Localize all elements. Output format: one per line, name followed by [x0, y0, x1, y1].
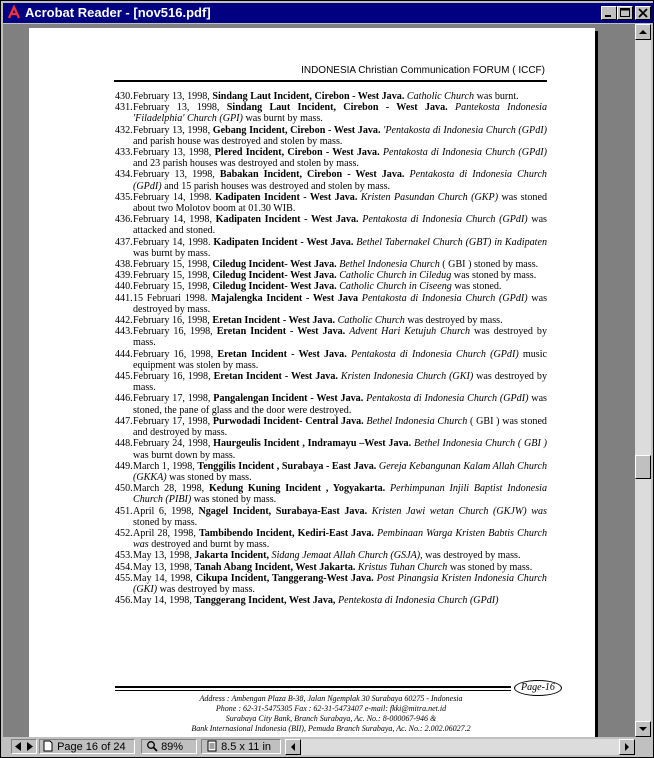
- entry-location: Kedung Kuning Incident , Yogyakarta.: [208, 483, 386, 495]
- entry-description: was destroyed by mass.: [133, 326, 548, 349]
- entry-location: Majalengka Incident - West Java: [211, 292, 359, 304]
- entry-date: February 13, 1998,: [133, 124, 213, 136]
- entry-church: Pantekosta Indonesia 'Filadelphia' Church (GPI): [133, 102, 547, 125]
- entry-church: 'Pentakosta di Indonesia Church (GPdI): [383, 124, 547, 136]
- entry-church: Kristen Indonesia Church (GKI): [340, 371, 474, 383]
- entry-date: February 15, 1998,: [133, 259, 213, 271]
- scroll-left-button[interactable]: [285, 739, 301, 755]
- entry-location: Sindang Laut Incident, Cirebon - West Java.: [226, 102, 448, 114]
- entry-number: 449.: [115, 460, 133, 472]
- entry-number: 438.: [115, 259, 133, 271]
- page-header: INDONESIA Christian Communication FORUM ( ICCF): [301, 65, 545, 76]
- entry-description: and 23 parish houses was destroyed and stolen by mass.: [133, 158, 359, 170]
- entry-church: Pentakosta di Indonesia Church (GPdI): [133, 169, 547, 192]
- page-nav-arrows[interactable]: [11, 739, 37, 754]
- status-bar: [3, 738, 653, 756]
- page-size-icon: [206, 740, 218, 752]
- incident-entry: [115, 259, 547, 270]
- close-icon: [636, 7, 650, 19]
- arrow-down-icon: [636, 722, 650, 736]
- entry-location: Tenggilis Incident , Surabaya - East Java.: [197, 460, 377, 472]
- entry-church: Kristen Pasundan Church (GKP): [360, 191, 499, 203]
- document-viewport[interactable]: [3, 24, 635, 737]
- entry-number: 447.: [115, 415, 133, 427]
- entry-church: Catholic Church: [337, 315, 405, 327]
- incident-entry: [115, 416, 547, 438]
- incident-entry: [115, 293, 547, 315]
- entry-date: May 14, 1998,: [133, 595, 195, 607]
- footer-rule: [115, 686, 511, 688]
- page-arrows-icon: [12, 740, 36, 753]
- scroll-thumb[interactable]: [635, 455, 651, 479]
- footer-bank-1: Surabaya City Bank, Branch Surabaya, Ac. No.: 8-000067-946 &: [225, 714, 437, 723]
- horizontal-scrollbar[interactable]: [285, 739, 635, 755]
- entry-description: destroyed and burnt by mass.: [148, 539, 270, 551]
- page-indicator-text: Page 16 of 24: [57, 741, 126, 753]
- entry-location: Babakan Incident, Cirebon - West Java.: [219, 169, 405, 181]
- entry-church: Sidang Jemaat Allah Church (GSJA),: [271, 550, 423, 562]
- incident-entry: [115, 281, 547, 292]
- entry-church: Catholic Church: [406, 91, 475, 102]
- vertical-scrollbar[interactable]: [635, 24, 651, 737]
- entry-church: Perhimpunan Injili Baptist Indonesia Church (PIBI): [133, 483, 548, 506]
- entry-description: was stoned by mass.: [447, 561, 533, 573]
- entry-church: Pentakosta di Indonesia Church (GPdI): [382, 147, 548, 159]
- entry-number: 440.: [115, 281, 133, 293]
- entry-date: February 16, 1998,: [133, 371, 214, 383]
- entry-location: Jakarta Incident,: [194, 550, 269, 562]
- scroll-right-button[interactable]: [619, 739, 635, 755]
- incident-entry: [115, 270, 547, 281]
- incident-entry: [115, 562, 547, 573]
- entry-number: 444.: [115, 348, 133, 360]
- page-footer: [115, 694, 547, 734]
- entry-date: February 14, 1998,: [133, 214, 216, 226]
- entry-number: 433.: [115, 147, 133, 159]
- page-indicator[interactable]: [39, 739, 135, 754]
- entry-description: was destroyed by mass.: [422, 550, 521, 562]
- incident-entry: [115, 461, 547, 483]
- entry-date: February 13, 1998,: [133, 91, 213, 102]
- entry-description: was stoned by mass.: [166, 471, 252, 483]
- incident-entry: [115, 315, 547, 326]
- entry-description: ( GBI ) stoned by mass.: [439, 259, 539, 271]
- incident-entry: [115, 573, 547, 595]
- acrobat-icon: [6, 5, 22, 21]
- entry-description: was destroyed by mass.: [133, 292, 547, 315]
- title-bar[interactable]: [3, 3, 653, 23]
- entry-location: Sindang Laut Incident, Cirebon - West Java.: [212, 91, 405, 102]
- entry-location: Ciledug Incident- West Java.: [212, 281, 337, 293]
- entry-number: 452.: [115, 527, 133, 539]
- incident-entry: [115, 483, 547, 505]
- entry-location: Pangalengan Incident - West Java.: [213, 393, 364, 405]
- minimize-icon: [602, 7, 616, 19]
- entry-description: was burnt by mass.: [133, 247, 211, 259]
- entry-description: was stoned by mass.: [451, 270, 537, 282]
- entry-location: Tanah Abang Incident, West Jakarta.: [194, 561, 356, 573]
- footer-contact: Phone : 62-31-5475305 Fax : 62-31-5473407 e-mail: fkki@mitra.net.id: [215, 704, 447, 713]
- incident-entry: [115, 147, 547, 169]
- incident-entry: [115, 91, 547, 102]
- entry-description: was destroyed by mass.: [157, 583, 255, 595]
- entry-date: February 13, 1998,: [133, 147, 215, 159]
- entry-location: Kadipaten Incident - West Java.: [215, 191, 358, 203]
- entry-location: Tambibendo Incident, Kediri-East Java.: [198, 527, 374, 539]
- entry-location: Ciledug Incident- West Java.: [212, 270, 337, 282]
- entry-date: February 15, 1998,: [133, 270, 213, 282]
- entry-church: Bethel Tabernakel Church (GBT) in Kadipaten: [356, 236, 547, 248]
- entry-description: was destroyed by mass.: [404, 315, 503, 327]
- entry-church: Pentekosta di Indonesia Church (GPdI): [338, 595, 499, 607]
- incident-entry: [115, 102, 547, 124]
- page-size-text: 8.5 x 11 in: [221, 741, 272, 753]
- entry-location: Eretan Incident - West Java.: [213, 371, 338, 383]
- footer-bank-2: Bank Internasional Indonesia (BII), Pemuda Branch Surabaya, Ac. No.: 2.002.06027.2: [191, 724, 471, 733]
- entry-location: Eretan Incident - West Java.: [217, 348, 347, 360]
- entry-number: 430.: [115, 91, 133, 102]
- entry-number: 439.: [115, 270, 133, 282]
- entry-date: February 13, 1998,: [133, 102, 227, 114]
- maximize-button[interactable]: [617, 6, 633, 20]
- incident-entry: [115, 326, 547, 348]
- incident-entry: [115, 214, 547, 236]
- entry-location: Cikupa Incident, Tanggerang-West Java.: [195, 572, 374, 584]
- entry-date: 15 Februari 1998.: [133, 292, 212, 304]
- entry-number: 455.: [115, 572, 133, 584]
- entry-description: was burnt by mass.: [242, 113, 323, 125]
- entry-date: May 13, 1998,: [133, 561, 195, 573]
- scroll-down-button[interactable]: [635, 721, 651, 737]
- entry-church: Kristus Tuhan Church: [357, 561, 448, 573]
- entry-description: was attacked and stoned.: [133, 214, 547, 237]
- entry-number: 443.: [115, 326, 133, 338]
- entry-description: and parish house was destroyed and stolen by mass.: [133, 135, 343, 147]
- page-size-indicator[interactable]: [201, 739, 281, 754]
- entry-church: Post Pinangsia Kristen Indonesia Church (GKI): [133, 572, 547, 595]
- entry-church: Pentakosta di Indonesia Church (GPdI): [362, 214, 528, 226]
- incident-entry: [115, 237, 547, 259]
- minimize-button[interactable]: [601, 6, 617, 20]
- entry-description: was destroyed by mass.: [133, 371, 548, 394]
- incident-entry: [115, 349, 547, 371]
- entry-date: March 1, 1998,: [133, 460, 198, 472]
- entry-church: Kristen Jawi wetan Church (GKJW) was: [371, 505, 547, 517]
- incident-entry: [115, 192, 547, 214]
- entry-description: and 15 parish houses was destroyed and stolen by mass.: [161, 180, 391, 192]
- entry-church: Pembinaan Warga Kristen Babtis Church was: [133, 527, 547, 551]
- page-icon: [42, 740, 54, 752]
- entry-date: April 28, 1998,: [133, 527, 199, 539]
- zoom-indicator[interactable]: [141, 739, 197, 754]
- entry-number: 431.: [115, 102, 133, 114]
- entry-church: Catholic Church in Ciledug: [339, 270, 452, 282]
- entry-number: 448.: [115, 438, 133, 450]
- entry-description: ( GBI ) was stoned and destroyed by mass.: [133, 415, 547, 439]
- close-button[interactable]: [635, 6, 651, 20]
- entry-church: Pentakosta di Indonesia Church (GPdI): [350, 348, 519, 360]
- arrow-left-icon: [286, 740, 300, 754]
- entry-description: was stoned.: [451, 281, 502, 293]
- entry-date: February 24, 1998,: [133, 438, 214, 450]
- entry-date: February 14, 1998.: [133, 236, 214, 248]
- entry-number: 445.: [115, 371, 133, 383]
- incident-entry: [115, 438, 547, 460]
- entry-number: 450.: [115, 483, 133, 495]
- scroll-up-button[interactable]: [635, 24, 651, 40]
- entry-number: 432.: [115, 124, 133, 136]
- footer-rule-thin: [115, 690, 511, 691]
- footer-address: Address : Ambengan Plaza B-38, Jalan Ngemplak 30 Surabaya 60275 - Indonesia: [199, 694, 463, 703]
- entry-church: Pentakosta di Indonesia Church (GPdI): [366, 393, 529, 405]
- maximize-icon: [618, 7, 632, 19]
- incident-entry: [115, 169, 547, 191]
- entry-church: Bethel Indonesia Church ( GBI ): [413, 438, 547, 450]
- entry-number: 453.: [115, 550, 133, 562]
- entry-description: was stoned by mass.: [191, 494, 277, 506]
- entry-description: stoned by mass.: [133, 516, 198, 528]
- pdf-page: [29, 28, 595, 737]
- entry-location: Plered Incident, Cirebon - West Java.: [214, 147, 380, 159]
- header-rule: [114, 80, 547, 82]
- entry-church: Advent Hari Ketujuh Church: [349, 326, 471, 338]
- zoom-text: 89%: [161, 741, 184, 753]
- entry-number: 437.: [115, 236, 133, 248]
- entry-location: Kadipaten Incident - West Java.: [215, 214, 359, 226]
- entry-date: February 14, 1998.: [133, 191, 216, 203]
- entry-church: Pentakosta di Indonesia Church (GPdI): [361, 292, 528, 304]
- zoom-icon: [146, 740, 158, 752]
- entry-location: Ciledug Incident- West Java.: [212, 259, 337, 271]
- entry-number: 441.: [115, 292, 133, 304]
- entry-description: was stoned about two Molotov boom at 01.30 WIB.: [133, 191, 547, 215]
- entry-location: Eretan Incident - West Java.: [212, 315, 336, 327]
- incident-entry: [115, 393, 547, 415]
- entry-date: February 16, 1998,: [133, 348, 218, 360]
- incident-list: [115, 91, 547, 606]
- entry-number: 456.: [115, 595, 133, 607]
- arrow-up-icon: [636, 25, 650, 39]
- entry-church: Bethel Indonesia Church: [366, 415, 468, 427]
- arrow-right-icon: [620, 740, 634, 754]
- entry-location: Eretan Incident - West Java.: [216, 326, 346, 338]
- entry-number: 434.: [115, 169, 133, 181]
- incident-entry: [115, 528, 547, 550]
- entry-number: 451.: [115, 505, 133, 517]
- entry-date: February 17, 1998,: [133, 415, 213, 427]
- entry-church: Gereja Kebangunan Kalam Allah Church (GKKA): [133, 460, 547, 483]
- entry-location: Gebang Incident, Cirebon - West Java.: [212, 124, 381, 136]
- incident-entry: [115, 506, 547, 528]
- incident-entry: [115, 125, 547, 147]
- entry-date: May 14, 1998,: [133, 572, 196, 584]
- entry-church: Catholic Church in Ciseeng: [339, 281, 452, 293]
- entry-location: Ngagel Incident, Surabaya-East Java.: [198, 505, 368, 517]
- entry-number: 435.: [115, 191, 133, 203]
- entry-location: Tanggerang Incident, West Java,: [194, 595, 336, 607]
- entry-description: was burnt down by mass.: [133, 449, 236, 461]
- entry-date: February 16, 1998,: [133, 326, 217, 338]
- entry-number: 454.: [115, 561, 133, 573]
- entry-number: 446.: [115, 393, 133, 405]
- window-title: Acrobat Reader - [nov516.pdf]: [25, 5, 211, 20]
- entry-location: Purwodadi Incident- Central Java.: [212, 415, 364, 427]
- entry-date: February 15, 1998,: [133, 281, 213, 293]
- incident-entry: [115, 550, 547, 561]
- page-number-badge: Page-16: [514, 680, 562, 696]
- entry-date: February 13, 1998,: [133, 169, 220, 181]
- entry-location: Kadipaten Incident - West Java.: [213, 236, 354, 248]
- entry-description: music equipment was stolen by mass.: [133, 348, 548, 371]
- entry-date: February 17, 1998,: [133, 393, 214, 405]
- entry-number: 442.: [115, 315, 133, 327]
- entry-date: March 28, 1998,: [133, 483, 209, 495]
- entry-date: April 6, 1998,: [133, 505, 199, 517]
- entry-description: was stoned, the pane of glass and the door were destroyed.: [133, 393, 547, 416]
- incident-entry: [115, 371, 547, 393]
- entry-number: 436.: [115, 214, 133, 226]
- entry-church: Bethel Indonesia Church: [339, 259, 440, 271]
- incident-entry: [115, 595, 547, 606]
- entry-location: Haurgeulis Incident , Indramayu –West Java.: [213, 438, 412, 450]
- entry-date: February 16, 1998,: [133, 315, 213, 327]
- entry-date: May 13, 1998,: [133, 550, 195, 562]
- entry-description: was burnt.: [474, 91, 519, 102]
